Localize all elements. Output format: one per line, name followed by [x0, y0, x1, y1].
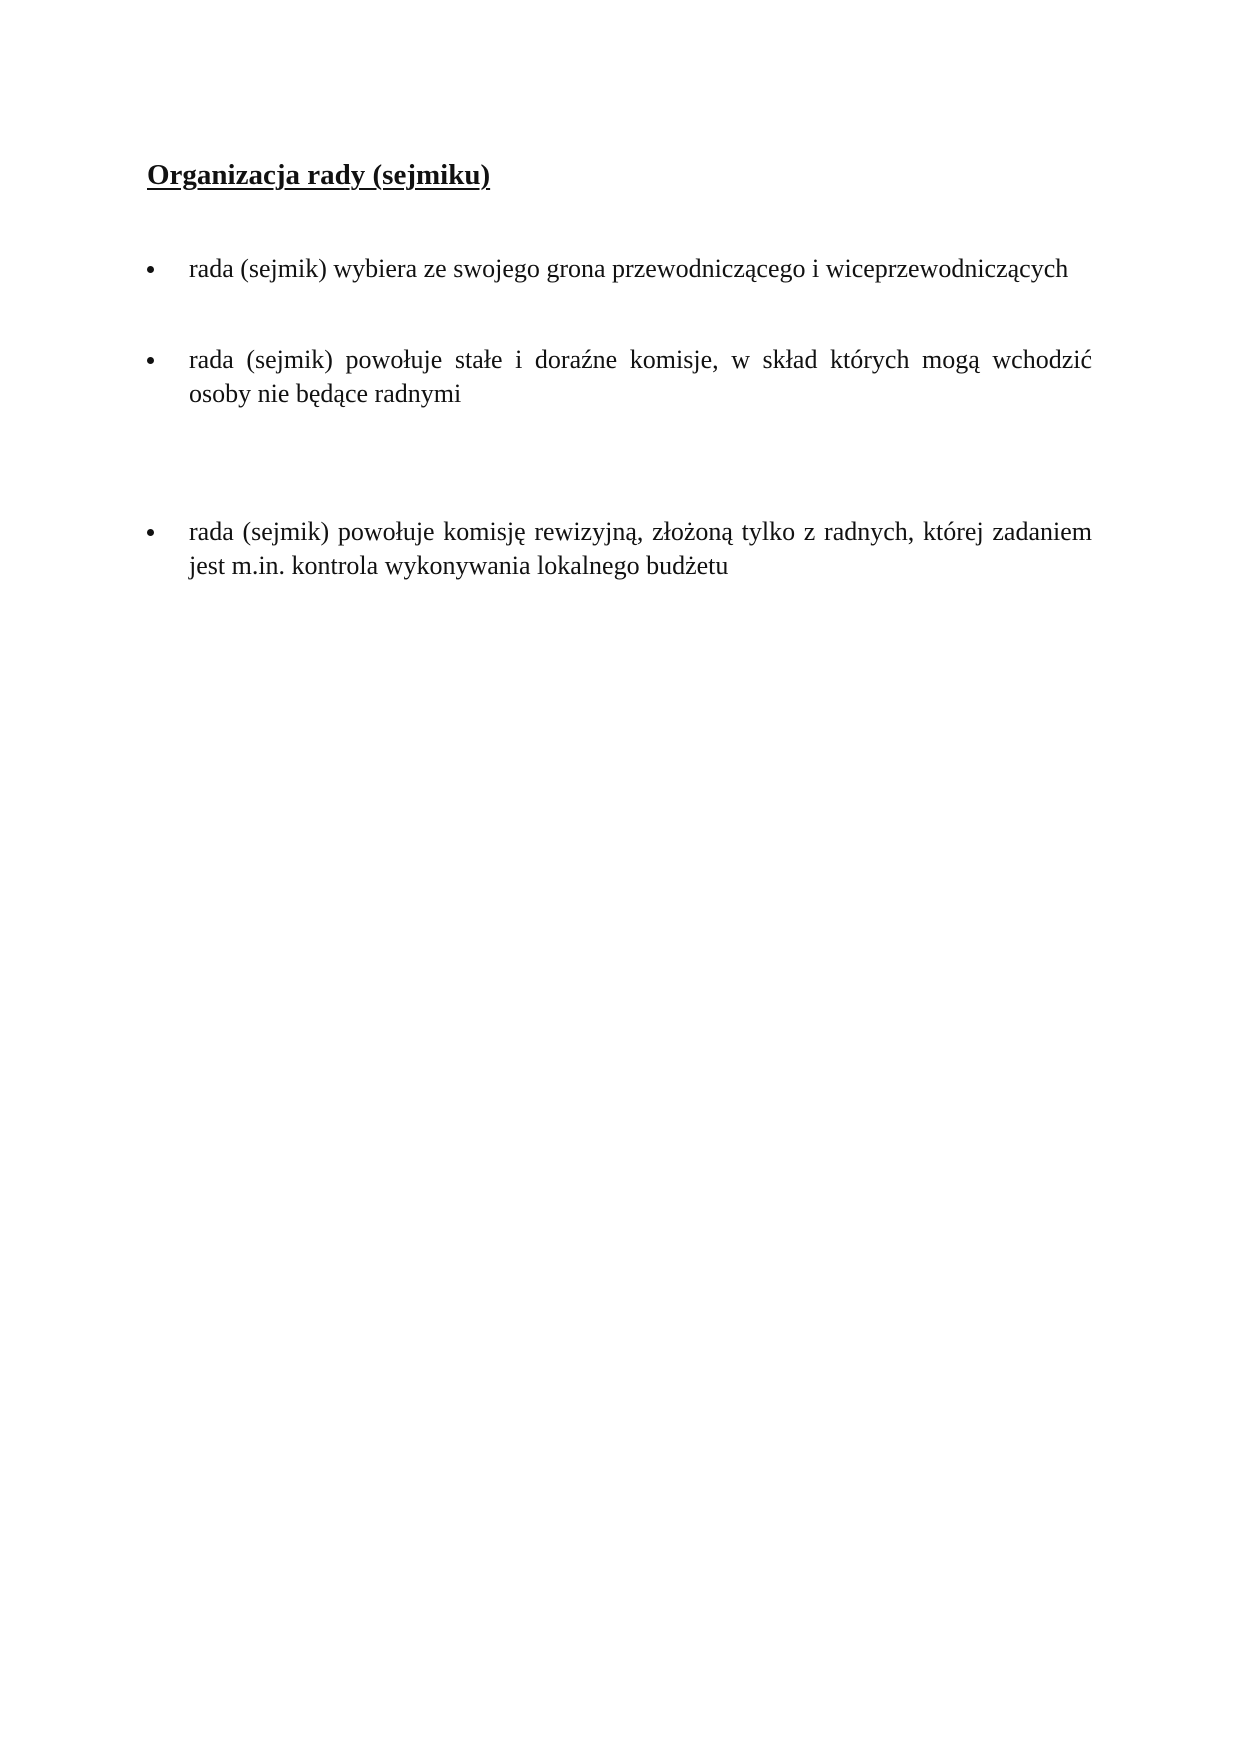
bullet-icon: [147, 529, 154, 536]
list-item: [147, 252, 1092, 286]
bullet-icon: [147, 266, 154, 273]
list-item-text: rada (sejmik) wybiera ze swojego grona przewodniczącego i wiceprzewodniczących: [189, 254, 1069, 283]
list-item-text: rada (sejmik) powołuje komisję rewizyjną, złożoną tylko z radnych, której zadaniem jest m.in. kontrola wykonywania lokalnego budżetu: [189, 517, 1092, 580]
bullet-list: [147, 252, 1092, 583]
bullet-icon: [147, 357, 154, 364]
page-title: Organizacja rady (sejmiku): [147, 159, 491, 191]
list-item-text: rada (sejmik) powołuje stałe i doraźne komisje, w skład których mogą wchodzić osoby nie będące radnymi: [189, 345, 1092, 408]
list-item: [147, 515, 1092, 583]
list-item: [147, 343, 1092, 411]
